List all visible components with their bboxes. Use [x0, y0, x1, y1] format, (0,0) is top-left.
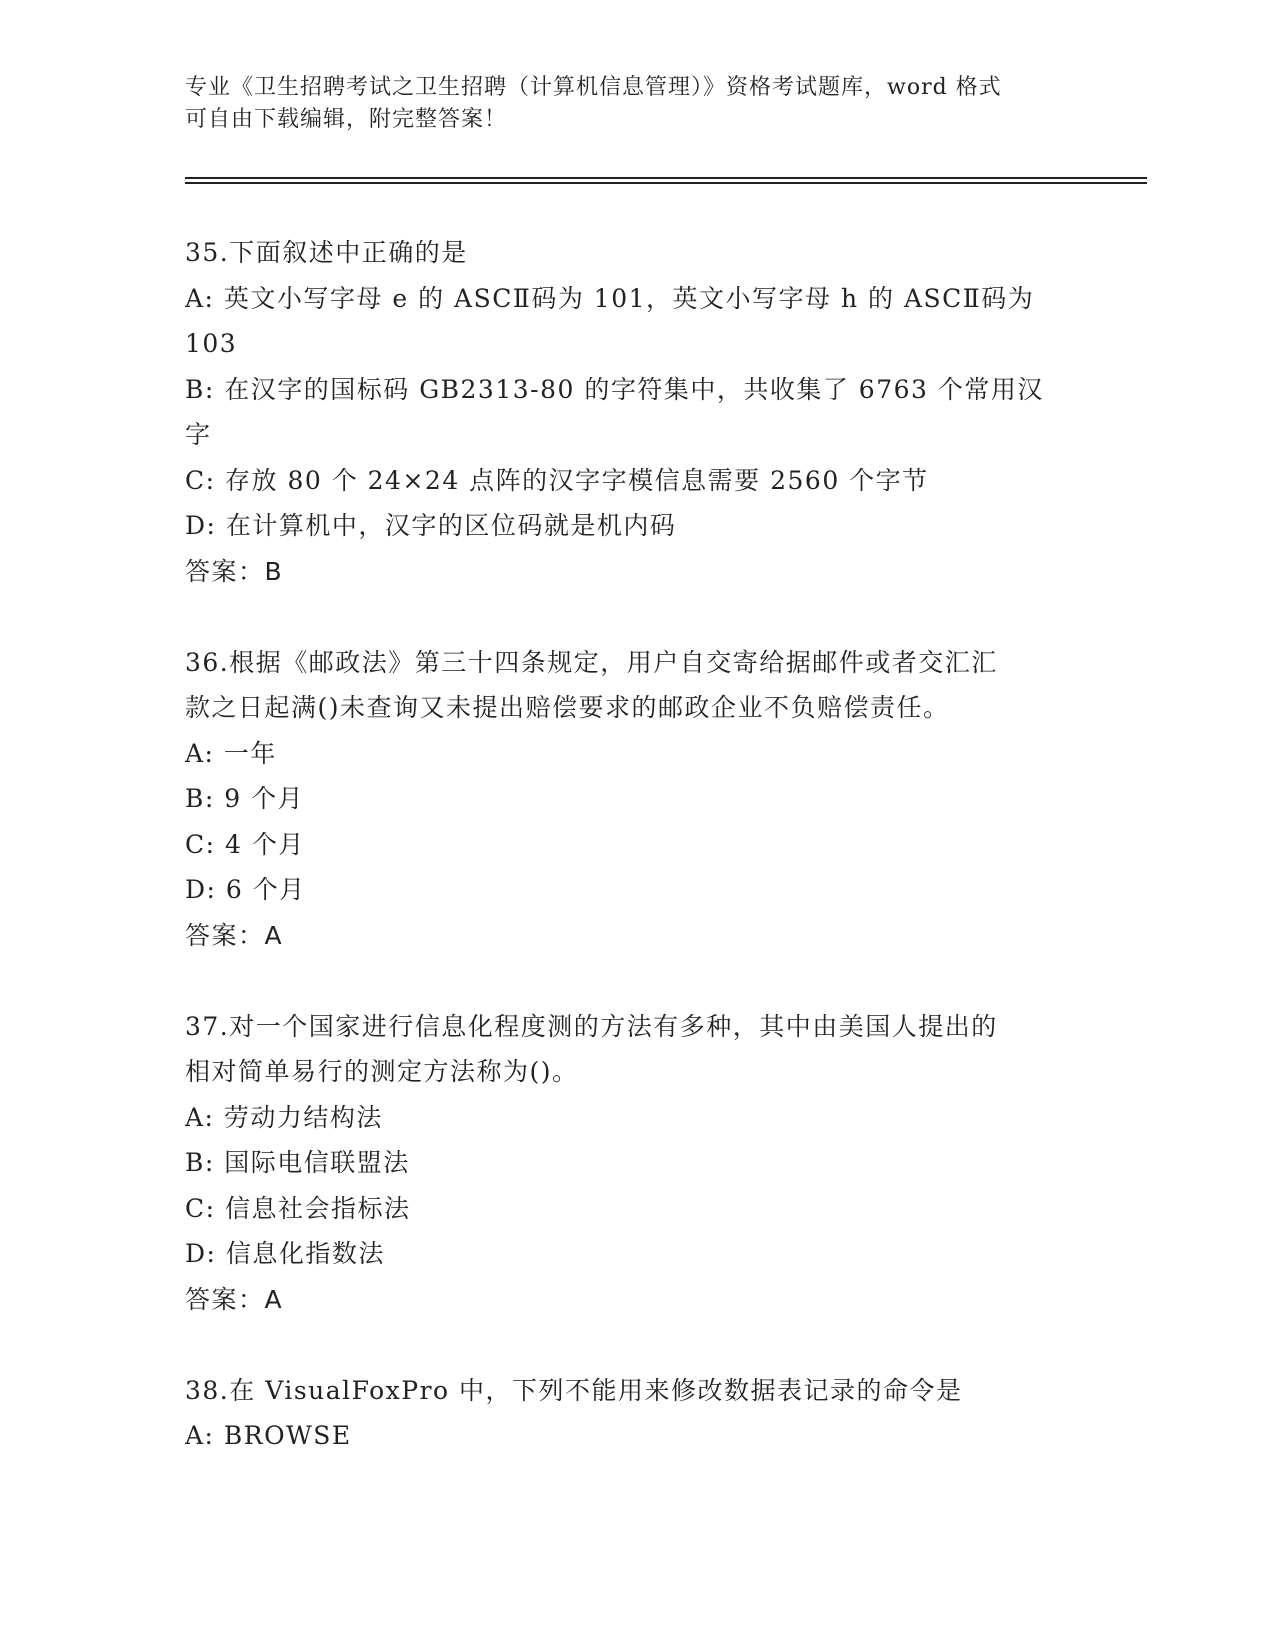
header-divider-top [185, 177, 1147, 179]
question-block [185, 1368, 1075, 1459]
document-header [185, 72, 1085, 136]
answer-line: 答案：B [185, 556, 284, 586]
option-line: A: 一年 [185, 738, 277, 768]
option-line: D: 在计算机中，汉字的区位码就是机内码 [185, 511, 677, 540]
option-line: C: 信息社会指标法 [185, 1193, 411, 1223]
answer-line: 答案：A [185, 920, 284, 950]
option-line: D: 6 个月 [185, 875, 306, 904]
option-line: A: 英文小写字母 e 的 ASCⅡ码为 101，英文小写字母 h 的 ASCⅡ码为 [185, 283, 1035, 313]
question-stem-line: 款之日起满()未查询又未提出赔偿要求的邮政企业不负赔偿责任。 [185, 693, 950, 722]
option-line: 103 [185, 329, 238, 358]
question-block [185, 230, 1075, 594]
header-line-1: 专业《卫生招聘考试之卫生招聘（计算机信息管理）》资格考试题库，word 格式 [185, 75, 1002, 100]
option-line: C: 存放 80 个 24×24 点阵的汉字字模信息需要 2560 个字节 [185, 465, 929, 495]
option-line: C: 4 个月 [185, 829, 305, 859]
question-stem-line: 36.根据《邮政法》第三十四条规定，用户自交寄给据邮件或者交汇汇 [185, 647, 998, 677]
question-block [185, 1004, 1075, 1323]
answer-line: 答案：A [185, 1284, 284, 1314]
option-line: 字 [185, 420, 212, 449]
question-stem-line: 37.对一个国家进行信息化程度测的方法有多种，其中由美国人提出的 [185, 1011, 998, 1041]
option-line: A: BROWSE [185, 1421, 352, 1450]
question-list [185, 230, 1075, 1504]
option-line: D: 信息化指数法 [185, 1239, 385, 1268]
question-block [185, 640, 1075, 959]
header-line-2: 可自由下载编辑，附完整答案！ [185, 107, 508, 132]
option-line: B: 9 个月 [185, 784, 305, 813]
question-stem-line: 35.下面叙述中正确的是 [185, 238, 468, 267]
option-line: A: 劳动力结构法 [185, 1102, 383, 1132]
question-stem-line: 38.在 VisualFoxPro 中，下列不能用来修改数据表记录的命令是 [185, 1375, 963, 1405]
option-line: B: 国际电信联盟法 [185, 1148, 410, 1177]
header-divider-bottom [185, 182, 1147, 184]
option-line: B: 在汉字的国标码 GB2313-80 的字符集中，共收集了 6763 个常用汉 [185, 374, 1044, 404]
question-stem-line: 相对简单易行的测定方法称为()。 [185, 1057, 579, 1086]
